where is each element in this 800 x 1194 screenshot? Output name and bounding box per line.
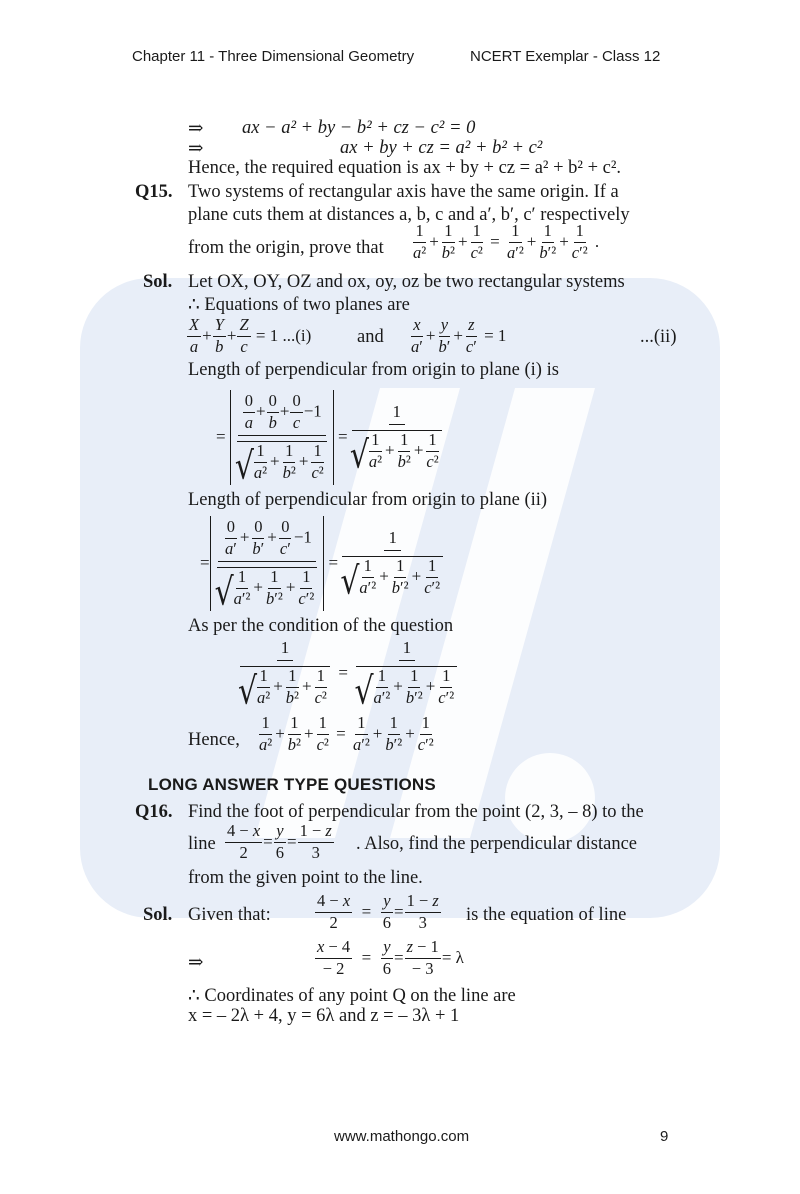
solution-text: Length of perpendicular from origin to plane (i) is (188, 360, 559, 380)
solution-text: Let OX, OY, OZ and ox, oy, oz be two rectangular systems (188, 272, 625, 292)
implies-symbol: ⇒ (188, 139, 204, 159)
question-text: Find the foot of perpendicular from the point (2, 3, – 8) to the (188, 802, 644, 822)
solution-text: Given that: (188, 905, 271, 925)
solution-text: ∴ Equations of two planes are (188, 295, 410, 315)
question-label: Q16. (135, 802, 173, 822)
hence-equation: Hence, the required equation is ax + by + cz = a² + b² + c². (188, 158, 622, 178)
question-label: Q15. (135, 182, 173, 202)
footer-site: www.mathongo.com (334, 1128, 470, 1145)
solution-text: Length of perpendicular from origin to plane (ii) (188, 490, 548, 510)
header-chapter-title: Chapter 11 - Three Dimensional Geometry (132, 48, 415, 65)
footer-page-number: 9 (660, 1128, 669, 1145)
implies-symbol: ⇒ (188, 119, 204, 139)
solution-label: Sol. (143, 905, 173, 925)
question-text: Two systems of rectangular axis have the same origin. If a (188, 182, 619, 202)
given-line-equation: 4 − x 2 = y 6 = 1 − z 3 (317, 891, 439, 932)
equation-tag: ...(ii) (640, 327, 677, 347)
implies-symbol: ⇒ (188, 953, 204, 973)
and-word: and (357, 327, 384, 347)
prove-identity: 1 a² + 1 b² + 1 c² = 1 a′² + 1 b′² + 1 c′² . (413, 221, 600, 262)
question-text: . Also, find the perpendicular distance (356, 834, 638, 854)
question-text: from the given point to the line. (188, 868, 423, 888)
solution-label: Sol. (143, 272, 173, 292)
header-book-title: NCERT Exemplar - Class 12 (470, 48, 661, 65)
equation-line-2: ax + by + cz = a² + b² + c² (340, 138, 543, 158)
perpendicular-length-ii: = $\frac{0}{a'}$ + $\frac{0}{b'}$ + $\frac{0}{c'}$ −1 √ $\frac{1}{\text{a′²}}$ + $\frac{1}{\text{b′²}}$ + $\frac{1}{\text{c′²}}$ = 1 √ $\frac{1}{\text{a′²}}$ + $\frac{1}{\text{b′²}}$ + $\frac{1}{\text{c′²}}$ (200, 516, 443, 611)
solution-text: ∴ Coordinates of any point Q on the line are (188, 986, 516, 1006)
solution-text: is the equation of line (466, 905, 627, 925)
section-heading: LONG ANSWER TYPE QUESTIONS (148, 775, 436, 794)
plane-equation-i: X a + Y b + $\frac{Z}{c}$ = 1 ...(i) (189, 315, 312, 356)
perpendicular-length-i: = $\frac{0}{a}$ + $\frac{0}{b}$ + $\frac{0}{c}$ −1 √ $\frac{1}{\text{a²}}$ + $\frac{1}{\text{b²}}$ + $\frac{1}{\text{c²}}$ = 1 √ $\frac{1}{\text{a²}}$ + $\frac{1}{\text{b²}}$ + $\frac{1}{\text{c²}}$ (216, 390, 442, 485)
question-text: line (188, 834, 216, 854)
plane-equation-ii: x a′ + y b′ + $\frac{z}{c'}$ = 1 (411, 315, 507, 356)
hence-word: Hence, (188, 730, 240, 750)
question-text: from the origin, prove that (188, 238, 384, 258)
solution-text: As per the condition of the question (188, 616, 454, 636)
question-text: plane cuts them at distances a, b, c and a′, b′, c′ respectively (188, 205, 630, 225)
equation-line-1: ax − a² + by − b² + cz − c² = 0 (242, 118, 476, 138)
coordinates: x = – 2λ + 4, y = 6λ and z = – 3λ + 1 (188, 1006, 460, 1026)
condition-equation: 1 √ $\frac{1}{\text{a²}}$ + $\frac{1}{\text{b²}}$ + $\frac{1}{\text{c²}}$ = 1 √ $\frac{1}{\text{a′²}}$ + $\frac{1}{\text{b′²}}$ + $\frac{1}{\text{c′²}}$ (240, 638, 457, 708)
symmetric-form: x − 4 − 2 = y 6 = z − 1 − 3 = λ (317, 937, 464, 978)
line-equation: 4 − x 2 = y 6 = 1 − z 3 (227, 821, 332, 862)
final-identity: 1 a² + 1 b² + 1 c² = 1 a′² + 1 b′² + 1 c′² (259, 713, 434, 754)
